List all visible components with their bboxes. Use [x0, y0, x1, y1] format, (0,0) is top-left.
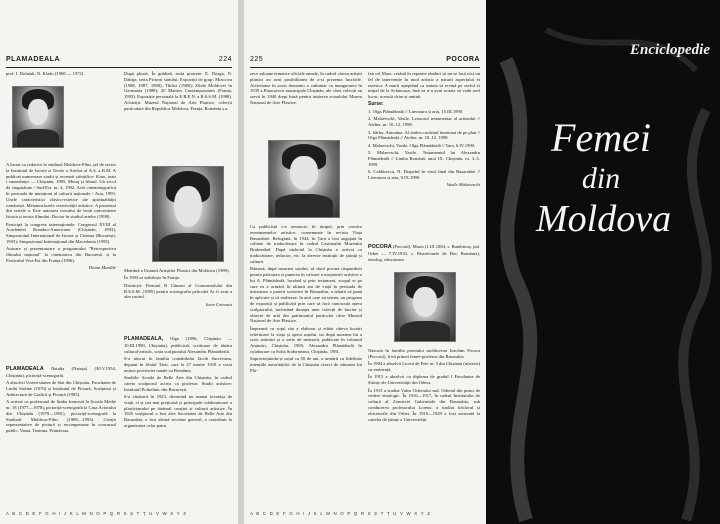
- paragraph: Olga (1896, Chișinău — 10.III.1990, Chișinău), publicistă, scriitoare de tânăra cultural-artistic, soția sculptorului Alexandru Plămădeală.: [124, 336, 232, 354]
- signature: Iurie Cotrasai: [205, 301, 232, 307]
- column-top-left: [6, 71, 116, 79]
- source-item: 2. Malaevschi, Vasile. Leonorul testamentar al artistului // Atelier, nr. 10–12, 1998.: [368, 116, 480, 128]
- column-right-2: [368, 244, 480, 270]
- alphabet-index: A B C D E F G H I J K L M N O P Q R S Ș T Ț U V W X Y Z: [250, 511, 432, 516]
- source-item: 4. Malaevschi, Vasile. Olga Plămădeală // Tara, 6.IV.1990.: [368, 142, 476, 148]
- paragraph: În 1904 a absolvit Liceul de Fete nr. 3 din Chișinău (ulterior) cu eminență.: [368, 361, 480, 372]
- portrait-photo: [394, 272, 456, 342]
- paragraph: În 1915 a studiat Valea Ocheiului sud. Orheiul din punct de vedere etnologic. În 1916—1917, în cadrul Institutului de cultură al Zemstvei Guberniale din Basarabia, sub conducerea profesorului Lorenz, a studiat folclorul și obiceiurile din Orhei. În 1916—1920 a fost asistentă la catedra de științe a Universității: [368, 387, 480, 422]
- decorative-swirl: [486, 0, 720, 524]
- cover-title-line: din: [581, 162, 621, 195]
- paragraph: S-a născut în familia contabilului Iacob Surcevanu, deputat în Sfatul Țării, care la 27 martie 1918 a votat unirea provinciei natale cu România.: [124, 355, 232, 373]
- column-left-2: [6, 366, 116, 506]
- paragraph: fan cel Mare, cerând în repetate rânduri să nu se facă nici un fel de intervenție în mod artistic a naturii aspectului ei exterior. A murit așteptând ca statuia să revină pe soclul ei inițial de la Schinoasa, însă ea n-a avut ocazia să vadă acel lucru, această chiar și aminti.: [368, 71, 480, 100]
- paragraph: În 1993 se stabilește în Franța.: [124, 275, 181, 281]
- paragraph: Rămasă, după moartea soțului, să ducă povara răspunderii pentru păstrarea și punerea în valoare a moștenirii artistice a lui A. Plămădeală, lucrând și prin testament, scopul ei pe care ea a urmărit în ultimii ani de viață în perioada de instaurare a puterii sovietice în Basarabia, a izbutit să pună în aplicare și să realizeze, în anii care au urmat, un program de expoziții și publicații prin care să facă cunoscută opera sculptorului, incluzând donația unei colecții de lucrări și obiecte de artă din patrimoniul particular către Muzeul Național de Arte Plastice.: [250, 266, 362, 324]
- paragraph: Ca publicistă s-a remarcat, în timpul, prin cronica evenimentelor artistice, consemnate în revista Viața Basarabiei. Refugiată, în 1944, în Țară a fost angajată în calitate de traducătoare în cadrul Casinoului Muzeului Brukenthal. După războiul la Chișinău a activat ca traducătoare, redactor, etc. la diverse instituții de știință și cultură.: [250, 224, 362, 264]
- cover-title-line: Femei: [551, 115, 651, 160]
- paragraph: (Pocorul), Maria (1.IX.1884, s. Bumbăcaș, jud. Orhei — 7.IV.1933, s. Păstrăvinele de Fier, România), etnolog, educatoare.: [368, 244, 480, 262]
- paragraph: zece saloane tematice oficiale anuale, în cadrul cărora artiștii plastici au avut posibilitatea de a-și prezenta lucrările. Activitatea în acest domeniu a culminat cu inaugurarea în 1939 a Pinacotecii municipale Chișinău, ale cărei colecții au servit în 1940 drept bază pentru inițierea actualului Muzeu Național de Arte Plastice.: [250, 71, 362, 105]
- paragraph: Împreună cu soțul său a elaborat și editat câteva lucrări referitoare la viața și opera soțului, iar după moartea lui a scris amintiri și o serie de memorii, publicate în volumul Amintiri, Chișinău, 1965; Alexandru Plămădeală în colaborare cu Sofia Sodorneanu. Chișinău, 1981.: [250, 325, 362, 354]
- source-item: 6. Coldărescu, N. Drapelul în visul final din Basarabiei // Literatura și arta, 9.IX.1999.: [368, 169, 480, 180]
- source-item: 3. Sârbu, Antonina. Al doilea cuvântul însemnat de pe plan // Olga Plămădeală // Atelier, nr. 10–12, 1998.: [368, 129, 480, 141]
- column-left-1: [250, 71, 362, 137]
- paragraph: Membră a Uniunii Artiștilor Plastici din Moldova (1989).: [124, 268, 230, 273]
- paragraph: După ploaie, În grădină, seria portrete: E. Doaga, N. Dabija; seria Pictorii statului. Expoziții de grup: Moscova (1988, 1987, 1988); Tbilisi (1988); Zilele Moldovei în Germania (1988); 20 Maitres Contemporaines (Franța, 1993). Expoziție personală la E.R.E.N. a R.S.S.M. (1988). Achiziții: Muzeul Național de Arte Plastice, colecții particulare din Republica Moldova, Franța, România ș.a.: [124, 71, 232, 111]
- paragraph: Studiile: Școala de Belle Arte din Chișinău, în cadrul căreia sculptorul activa ca profesor. Studii artistice: Institutul Politehnic din București.: [124, 374, 232, 392]
- paragraph: prof. I. Dolniak, N. Klado (1968 — 1972).: [6, 71, 85, 76]
- cover-title: [536, 115, 672, 240]
- header-rule: [6, 67, 232, 68]
- entry-name: PLAMADEALA,: [124, 336, 164, 342]
- paragraph: Natalia (Natașa) (30.V.1954, Chișinău), pictoriță-scenografă.: [6, 366, 116, 378]
- entry-name: PLAMADEALA: [6, 366, 44, 372]
- paragraph: Distincții: Premiul B Cânsun al Comsomolului din R.S.S.M. (1985) pentru scenografia peliculei Ar fi avut a ales usorul.: [124, 282, 232, 300]
- running-head: POCORA: [446, 56, 480, 63]
- paragraph: Participă la congrese internaționale: Congresul XVIII al Academiei Româno-Americane (Chișinău, 1993); Simpozionul Internațional de Istorie și Cinema (București, 1993); Simpozionul Internațional din Macedonia (1995).: [6, 221, 116, 244]
- sources-label: Surse:: [368, 100, 384, 107]
- cover-title-line: Moldova: [536, 198, 672, 240]
- page-header: [6, 56, 232, 66]
- column-right-3: [368, 348, 480, 508]
- portrait-photo: [152, 166, 224, 262]
- left-page: [0, 0, 238, 524]
- column-right-1: [124, 71, 232, 159]
- alphabet-index: A B C D E F G H I J K L M N O P Q R S Ș T Ț U V W X Y Z: [6, 511, 188, 516]
- paragraph: În 1915 a absolvit cu diploma de gradul I Facultatea de Științe ale Universității din Odesa.: [368, 374, 480, 386]
- signature: Vasile Malaevschi: [446, 182, 480, 188]
- header-rule: [250, 67, 480, 68]
- series-title: Enciclopedie: [630, 42, 710, 58]
- paragraph: A activat ca profesoară de limba franceză la Școala Medie nr. 18 (1977—1978), pictoriță-scenografă la Casa Actorului din Chișinău (1979—1981), pictoriță-scenografă la Studioul Moldova-Film (1989—1993). Creații reprezentative de pictură și recompensate în concursul public, Vama, Toamna, Primăvara,: [6, 399, 116, 434]
- page-number: 225: [250, 56, 264, 63]
- paragraph: A lucrat ca redactor la studioul Moldova-Film, șef de sector la Institutul de Istorie și Teorie a Artelor al A.Ș. a R.M. A publicat numeroase studii și recenzii științifice: Kino, teatr i smeezhnye — Chișinău, 1985. Mesaj și filmul. Un secol de singurătate / Sud-Est. nr. 4, 1992. Artă cinematografică în perioada de mutaționi al culturii naționale / Arta, 1993. Unele caracteristici clasico-estetice ale spiritualității românești. Metamorfozele creativității artistice. A prezentat din seriale a. Este autoarea cursului de lecții universitare Istoria și teoria filmului. Doctor în studiul artelor (1998).: [6, 162, 116, 220]
- portrait-photo: [12, 86, 64, 148]
- entry-name: POCORA: [368, 244, 392, 250]
- page-number: 224: [218, 56, 232, 63]
- source-item: 5. Malaevschi, Vasile. Testamentul lui Alexandru Plămădeală // Limba Română, anul IX, Chișinău, nr. 3–5, 1999.: [368, 150, 480, 167]
- portrait-photo: [268, 140, 340, 218]
- book-cover: [486, 0, 720, 524]
- column-right-1: [368, 71, 480, 243]
- page-header: [250, 56, 480, 66]
- running-head: PLAMADEALA: [6, 56, 60, 63]
- source-item: 1. Olga Plămădeală // Literatura și arta, 15.III.1990.: [368, 108, 464, 114]
- right-page: [244, 0, 486, 524]
- paragraph: S-a căsătorit în 1923, devenind nu numai tovarășa de viață, ci și cea mai prețioasă și principală colaboratoare a plasticianului pe tărâmul creației și culturii artistice. În 1925 sculptorul a fost ales Societatea de Belle Arte din Basarabia, a fost aleasă secretar general, a contribuit la organizarea celor patru: [124, 393, 232, 428]
- paragraph: Autoare și prezentatoare a programului "Retrospectiva filmului național" la cinemateca din București și la Festivalul Vest-Est din Franța (1996).: [6, 246, 116, 263]
- paragraph: Născută în familia preotului moldovean Ioachim Pocora (Pocorul), fiică primei femei-profesor din Basarabia.: [368, 348, 480, 359]
- signature: Doina Mardile: [88, 265, 116, 271]
- column-left-2: [250, 224, 362, 508]
- paragraph: Supraviețuindu-și soțul cu 50 de ani, a urmărit cu fidelitate intențiile autorităților de la Chișinău vizavi de stimarea lui Plă-: [250, 356, 362, 373]
- column-right-2: [124, 268, 232, 332]
- column-right-3: [124, 336, 232, 506]
- paragraph: A absolvit Universitatea de Stat din Chișinău, Facultatea de Limbi Străine (1976) și Institutul de Pictură, Sculptură și Arhitectură de Grafică și Pictură (1985).: [6, 380, 116, 397]
- column-left-1: [6, 162, 116, 364]
